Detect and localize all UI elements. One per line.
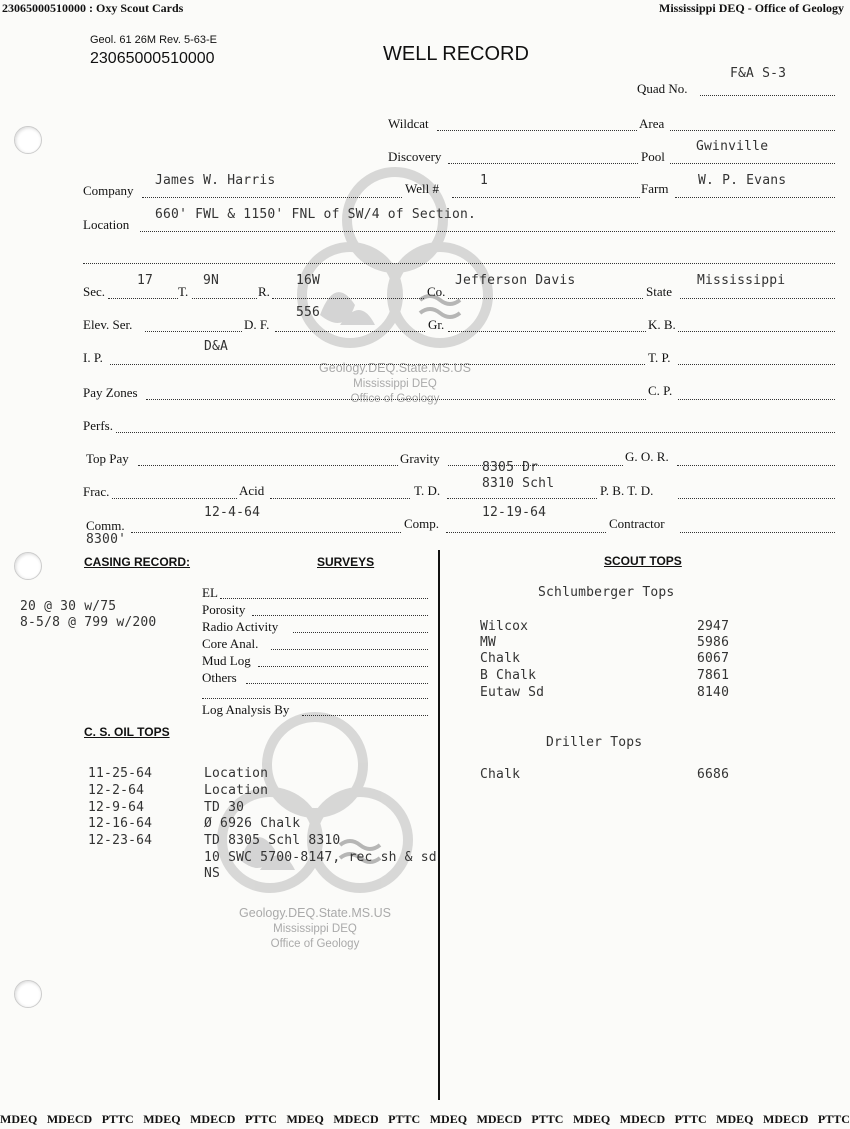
footer-item: PTTC	[244, 1112, 277, 1126]
company-label: Company	[83, 183, 134, 198]
footer-item: MDEQ	[286, 1112, 324, 1126]
footer-item: PTTC	[531, 1112, 564, 1126]
comp-label: Comp.	[404, 516, 440, 531]
footer-item: MDECD	[333, 1112, 379, 1126]
watermark-line3: Office of Geology	[270, 938, 360, 950]
wildcat-label: Wildcat	[388, 116, 429, 131]
oil-tops-date: 12-23-64	[88, 833, 153, 848]
top-depth: 7861	[697, 668, 730, 683]
casing-header: CASING RECORD:	[84, 555, 191, 569]
td-label: T. D.	[414, 483, 441, 498]
column-divider	[438, 550, 440, 1100]
footer-item: MDEQ	[429, 1112, 468, 1126]
oil-tops-note: 10 SWC 5700-8147, rec sh & sd	[204, 850, 437, 865]
completed-value: 12-19-64	[482, 505, 547, 520]
elevation-value: 556	[296, 305, 321, 320]
top-depth: 2947	[697, 619, 730, 634]
commenced-value: 12-4-64	[204, 505, 261, 520]
survey-radio-activity: Radio Activity	[202, 619, 279, 634]
top-name: Wilcox	[480, 619, 529, 634]
oil-tops-note: Location	[204, 766, 269, 781]
county-label: Co.	[427, 284, 446, 299]
form-code: Geol. 61 26M Rev. 5-63-E	[90, 34, 217, 46]
pool-value: Gwinville	[696, 139, 769, 154]
company-value: James W. Harris	[155, 173, 276, 188]
scout-tops-header: SCOUT TOPS	[604, 554, 682, 568]
footer-item: MDECD	[46, 1112, 93, 1126]
casing-line: 8-5/8 @ 799 w/200	[20, 615, 157, 630]
top-depth: 6067	[697, 651, 730, 666]
watermark-line1: Geology.DEQ.State.MS.US	[239, 906, 391, 920]
oil-tops-date: 12-16-64	[88, 816, 153, 831]
toppay-label: Top Pay	[86, 451, 129, 466]
footer-bar	[0, 1112, 850, 1127]
tp-label: T. P.	[648, 350, 671, 365]
footer-item: PTTC	[674, 1112, 707, 1126]
oil-tops-note: NS	[204, 866, 221, 881]
sec-label: Sec.	[83, 284, 106, 299]
footer-item: MDEQ	[0, 1112, 38, 1126]
footer-item: PTTC	[817, 1112, 850, 1126]
contractor-label: Contractor	[609, 516, 665, 531]
location-label: Location	[83, 217, 130, 232]
punch-hole	[14, 552, 42, 580]
ip-label: I. P.	[83, 350, 103, 365]
footer-item: MDECD	[190, 1112, 236, 1126]
top-depth: 6686	[697, 767, 730, 782]
footer-item: MDECD	[619, 1112, 666, 1126]
survey-others: Others	[202, 670, 237, 685]
quad-label: Quad No.	[637, 81, 688, 96]
api-number: 23065000510000	[90, 50, 215, 67]
oil-tops-note: Ø 6926 Chalk	[204, 816, 301, 831]
watermark-line1: Geology.DEQ.State.MS.US	[319, 361, 471, 375]
footer-item: MDEQ	[572, 1112, 611, 1126]
cp-label: C. P.	[648, 383, 673, 398]
gr-label: Gr.	[428, 317, 445, 332]
discovery-label: Discovery	[388, 149, 442, 164]
survey-el: EL	[202, 585, 218, 600]
pool-label: Pool	[641, 149, 665, 164]
r-label: R.	[258, 284, 270, 299]
td-driller: 8305 Dr	[482, 460, 539, 475]
kb-label: K. B.	[648, 317, 676, 332]
punch-hole	[14, 126, 42, 154]
perfs-label: Perfs.	[83, 418, 113, 433]
footer-item: PTTC	[101, 1112, 134, 1126]
gor-label: G. O. R.	[625, 449, 669, 464]
top-name: B Chalk	[480, 668, 537, 683]
r-value: 16W	[296, 273, 321, 288]
header-left: 23065000510000 : Oxy Scout Cards	[2, 1, 184, 15]
area-label: Area	[639, 116, 665, 131]
acid-label: Acid	[239, 483, 265, 498]
footer-item: MDECD	[476, 1112, 522, 1126]
payzones-label: Pay Zones	[83, 385, 138, 400]
state-value: Mississippi	[697, 273, 786, 288]
t-value: 9N	[203, 273, 220, 288]
oil-tops-header: C. S. OIL TOPS	[84, 725, 170, 739]
oil-tops-note: TD 30	[204, 800, 245, 815]
oil-tops-date: 12-9-64	[88, 800, 145, 815]
oil-tops-note: TD 8305 Schl 8310	[204, 833, 341, 848]
punch-hole	[14, 980, 42, 1008]
footer-item: MDEQ	[716, 1112, 754, 1126]
top-name: Chalk	[480, 651, 521, 666]
watermark-line3: Office of Geology	[350, 393, 440, 405]
farm-label: Farm	[641, 181, 669, 196]
survey-mud-log: Mud Log	[202, 653, 251, 668]
footer-item: MDECD	[763, 1112, 809, 1126]
pbtd-label: P. B. T. D.	[600, 483, 654, 498]
county-value: Jefferson Davis	[455, 273, 576, 288]
watermark-line2: Mississippi DEQ	[273, 923, 357, 935]
quad-value: F&A S-3	[730, 66, 787, 81]
state-label: State	[646, 284, 672, 299]
top-depth: 8140	[697, 685, 730, 700]
top-depth: 5986	[697, 635, 730, 650]
page-title: WELL RECORD	[383, 43, 529, 65]
header-right: Mississippi DEQ - Office of Geology	[659, 1, 844, 15]
survey-core-anal: Core Anal.	[202, 636, 259, 651]
well-label: Well #	[405, 181, 439, 196]
frac-label: Frac.	[83, 484, 110, 499]
oil-tops-note: Location	[204, 783, 269, 798]
comm-label: Comm.	[86, 518, 125, 533]
farm-value: W. P. Evans	[698, 173, 787, 188]
ip-value: D&A	[204, 339, 229, 354]
depth-value: 8300'	[86, 532, 127, 547]
df-label: D. F.	[244, 317, 270, 332]
top-name: Eutaw Sd	[480, 685, 545, 700]
sec-value: 17	[137, 273, 154, 288]
survey-porosity: Porosity	[202, 602, 246, 617]
gravity-label: Gravity	[400, 451, 440, 466]
oil-tops-date: 11-25-64	[88, 766, 153, 781]
driller-title: Driller Tops	[546, 735, 643, 750]
td-schlumberger: 8310 Schl	[482, 476, 555, 491]
top-name: Chalk	[480, 767, 521, 782]
casing-line: 20 @ 30 w/75	[20, 599, 117, 614]
footer-item: MDEQ	[143, 1112, 181, 1126]
schlumberger-title: Schlumberger Tops	[538, 585, 675, 600]
t-label: T.	[178, 284, 189, 299]
elev-ser-label: Elev. Ser.	[83, 317, 133, 332]
oil-tops-date: 12-2-64	[88, 783, 145, 798]
log-analysis-label: Log Analysis By	[202, 702, 290, 717]
surveys-header: SURVEYS	[317, 555, 375, 569]
location-value: 660' FWL & 1150' FNL of SW/4 of Section.	[155, 207, 477, 222]
well-value: 1	[480, 173, 489, 188]
watermark-line2: Mississippi DEQ	[353, 378, 437, 390]
footer-item: PTTC	[388, 1112, 421, 1126]
top-name: MW	[480, 635, 497, 650]
